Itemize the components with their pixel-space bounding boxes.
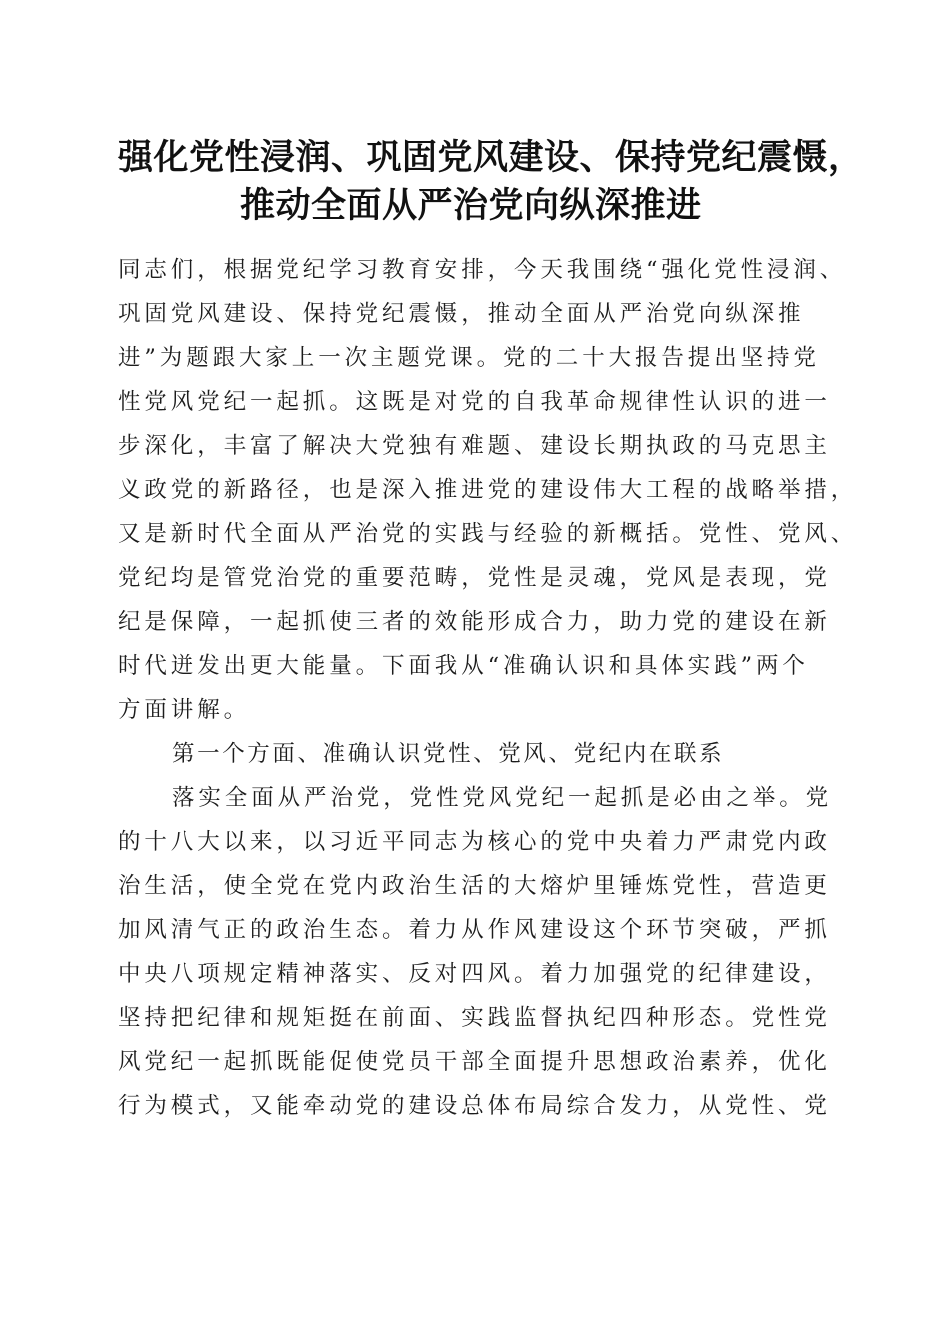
- section-heading: 第一个方面、准确认识党性、党风、党纪内在联系: [172, 741, 725, 767]
- paragraph-line: 行为模式，又能牵动党的建设总体布局综合发力，从党性、党: [118, 1093, 831, 1119]
- paragraph-line: 党纪均是管党治党的重要范畴，党性是灵魂，党风是表现，党: [118, 565, 831, 591]
- paragraph-line: 加风清气正的政治生态。着力从作风建设这个环节突破，严抓: [118, 917, 831, 943]
- paragraph-line: 同志们，根据党纪学习教育安排，今天我围绕“强化党性浸润、: [118, 257, 847, 283]
- paragraph-line: 义政党的新路径，也是深入推进党的建设伟大工程的战略举措，: [118, 477, 858, 503]
- paragraph-line: 坚持把纪律和规矩挺在前面、实践监督执纪四种形态。党性党: [118, 1005, 831, 1031]
- paragraph-line: 风党纪一起抓既能促使党员干部全面提升思想政治素养，优化: [118, 1049, 831, 1075]
- document-title-line-1: 强化党性浸润、巩固党风建设、保持党纪震慑，: [118, 138, 864, 178]
- paragraph-line: 治生活，使全党在党内政治生活的大熔炉里锤炼党性，营造更: [118, 873, 831, 899]
- paragraph-line: 进”为题跟大家上一次主题党课。党的二十大报告提出坚持党: [118, 345, 820, 371]
- document-title-line-2: 推动全面从严治党向纵深推进: [240, 186, 702, 226]
- paragraph-line: 巩固党风建设、保持党纪震慑，推动全面从严治党向纵深推: [118, 301, 805, 327]
- paragraph-line: 落实全面从严治党，党性党风党纪一起抓是必由之举。党: [172, 785, 833, 811]
- paragraph-line: 纪是保障，一起抓使三者的效能形成合力，助力党的建设在新: [118, 609, 831, 635]
- paragraph-line: 步深化，丰富了解决大党独有难题、建设长期执政的马克思主: [118, 433, 831, 459]
- paragraph-line: 时代迸发出更大能量。下面我从“准确认识和具体实践”两个: [118, 653, 809, 679]
- paragraph-line: 的十八大以来，以习近平同志为核心的党中央着力严肃党内政: [118, 829, 831, 855]
- paragraph-line: 方面讲解。: [118, 697, 251, 723]
- paragraph-line: 又是新时代全面从严治党的实践与经验的新概括。党性、党风、: [118, 521, 858, 547]
- paragraph-line: 性党风党纪一起抓。这既是对党的自我革命规律性认识的进一: [118, 389, 831, 415]
- paragraph-line: 中央八项规定精神落实、反对四风。着力加强党的纪律建设，: [118, 961, 831, 987]
